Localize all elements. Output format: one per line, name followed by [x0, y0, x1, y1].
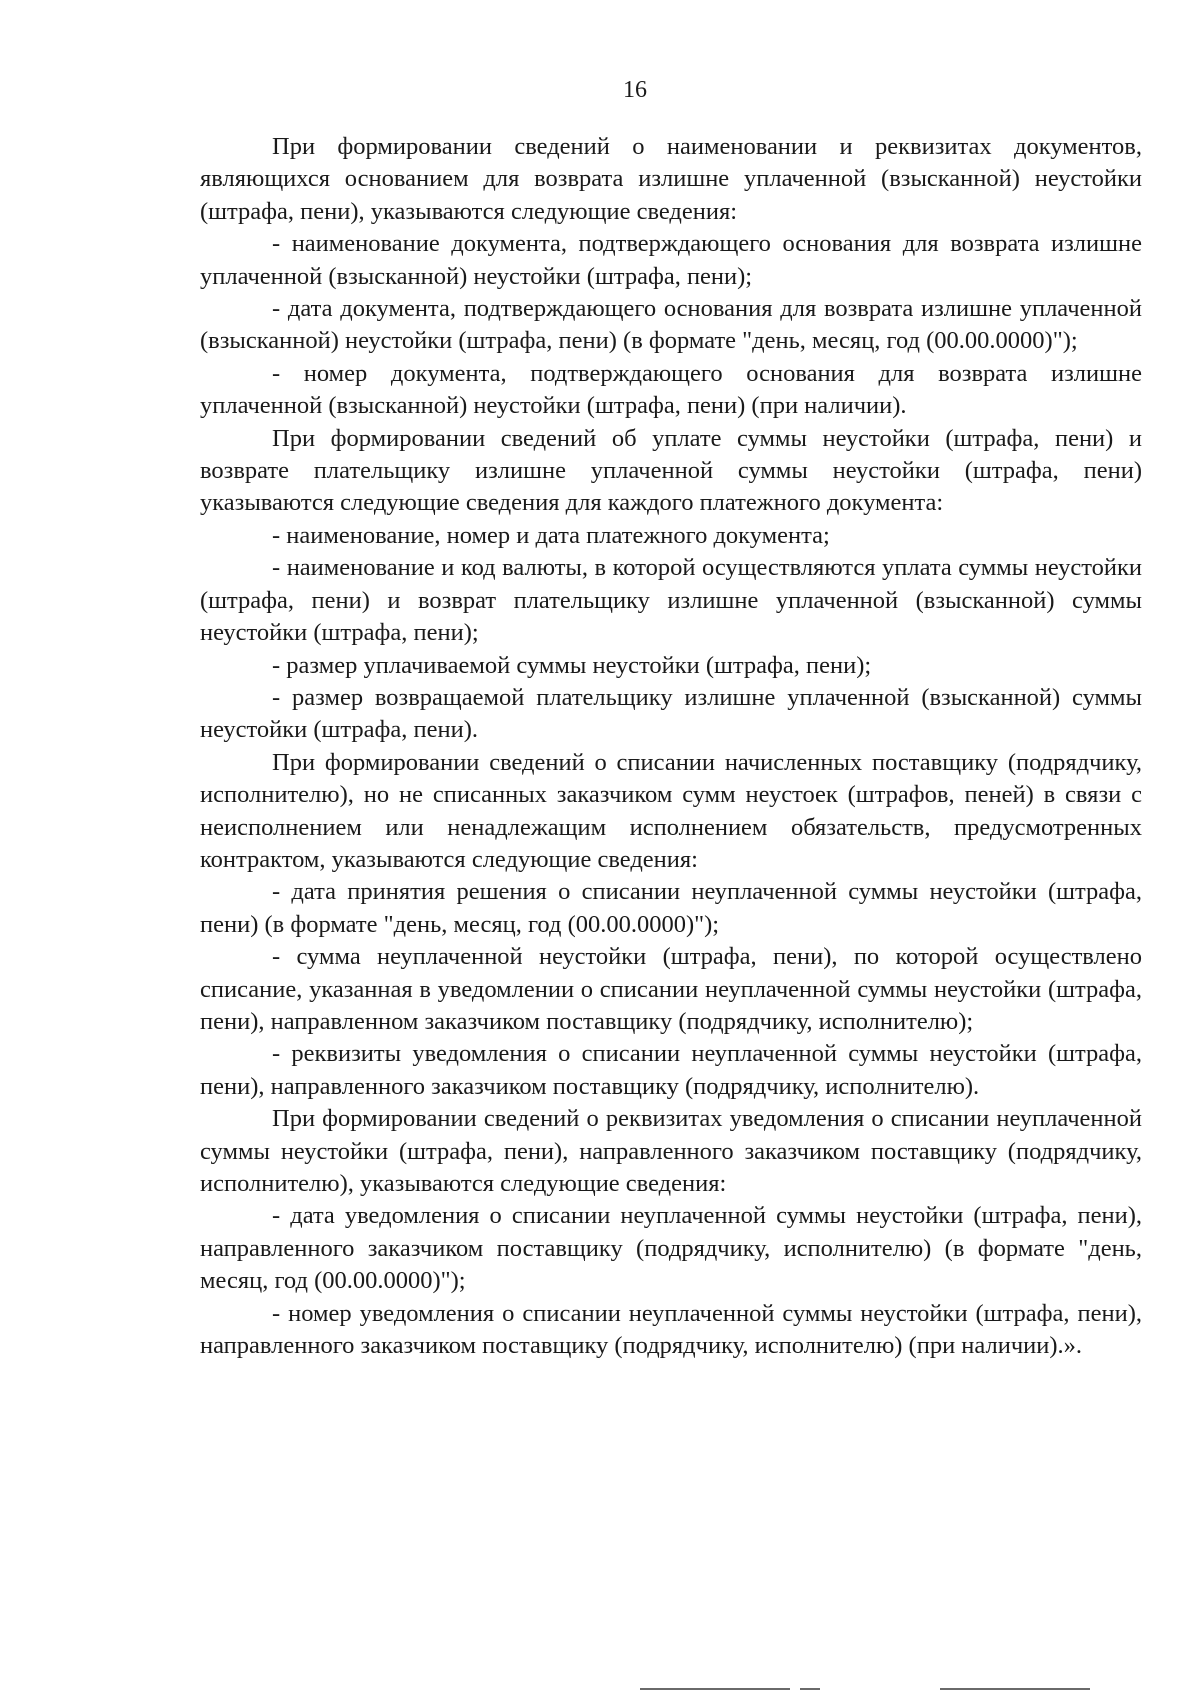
- list-item: - номер уведомления о списании неуплаченной суммы неустойки (штрафа, пени), направленного заказчиком поставщику (подрядчику, исполнителю) (при наличии).».: [200, 1299, 1142, 1360]
- page-number: 16: [623, 77, 647, 103]
- paragraph-intro-notice: При формировании сведений о реквизитах уведомления о списании неуплаченной суммы неустойки (штрафа, пени), направленного заказчиком поставщику (подрядчику, исполнителю), указываются следующие сведения:: [200, 1105, 1142, 1197]
- list-item: - дата уведомления о списании неуплаченной суммы неустойки (штрафа, пени), направленного заказчиком поставщику (подрядчику, исполнителю) (в формате "день, месяц, год (00.00.0000)");: [200, 1202, 1142, 1295]
- document-body: [200, 131, 1142, 1362]
- paragraph-intro-documents: При формировании сведений о наименовании и реквизитах документов, являющихся основанием для возврата излишне уплаченной (взысканной) неустойки (штрафа, пени), указываются следующие сведения:: [200, 133, 1142, 225]
- paragraph-intro-payment: При формировании сведений об уплате суммы неустойки (штрафа, пени) и возврате плательщику излишне уплаченной суммы неустойки (штрафа, пени) указываются следующие сведения для каждого платежного документа:: [200, 424, 1142, 517]
- list-item: - наименование и код валюты, в которой осуществляются уплата суммы неустойки (штрафа, пени) и возврат плательщику излишне уплаченной (взысканной) суммы неустойки (штрафа, пени);: [200, 554, 1142, 647]
- list-item: - размер возвращаемой плательщику излишне уплаченной (взысканной) суммы неустойки (штрафа, пени).: [200, 683, 1142, 744]
- list-item: - реквизиты уведомления о списании неуплаченной суммы неустойки (штрафа, пени), направленного заказчиком поставщику (подрядчику, исполнителю).: [200, 1040, 1142, 1100]
- list-item: - сумма неуплаченной неустойки (штрафа, пени), по которой осуществлено списание, указанная в уведомлении о списании неуплаченной суммы неустойки (штрафа, пени), направленном заказчиком поставщику (подрядчику, исполнителю);: [200, 943, 1142, 1035]
- list-item: - наименование, номер и дата платежного документа;: [272, 521, 830, 549]
- scan-artifact-lines: [0, 1688, 1200, 1692]
- list-item: - дата документа, подтверждающего основания для возврата излишне уплаченной (взысканной) неустойки (штрафа, пени) (в формате "день, месяц, год (00.00.0000)");: [200, 295, 1142, 355]
- list-item: - дата принятия решения о списании неуплаченной суммы неустойки (штрафа, пени) (в формате "день, месяц, год (00.00.0000)");: [200, 878, 1142, 938]
- list-item: - наименование документа, подтверждающего основания для возврата излишне уплаченной (взысканной) неустойки (штрафа, пени);: [200, 230, 1142, 290]
- list-item: - номер документа, подтверждающего основания для возврата излишне уплаченной (взысканной) неустойки (штрафа, пени) (при наличии).: [200, 359, 1142, 420]
- paragraph-intro-write-off: При формировании сведений о списании начисленных поставщику (подрядчику, исполнителю), но не списанных заказчиком сумм неустоек (штрафов, пеней) в связи с неисполнением или ненадлежащим исполнением обязательств, предусмотренных контрактом, указываются следующие сведения:: [200, 748, 1142, 873]
- list-item: - размер уплачиваемой суммы неустойки (штрафа, пени);: [272, 651, 872, 679]
